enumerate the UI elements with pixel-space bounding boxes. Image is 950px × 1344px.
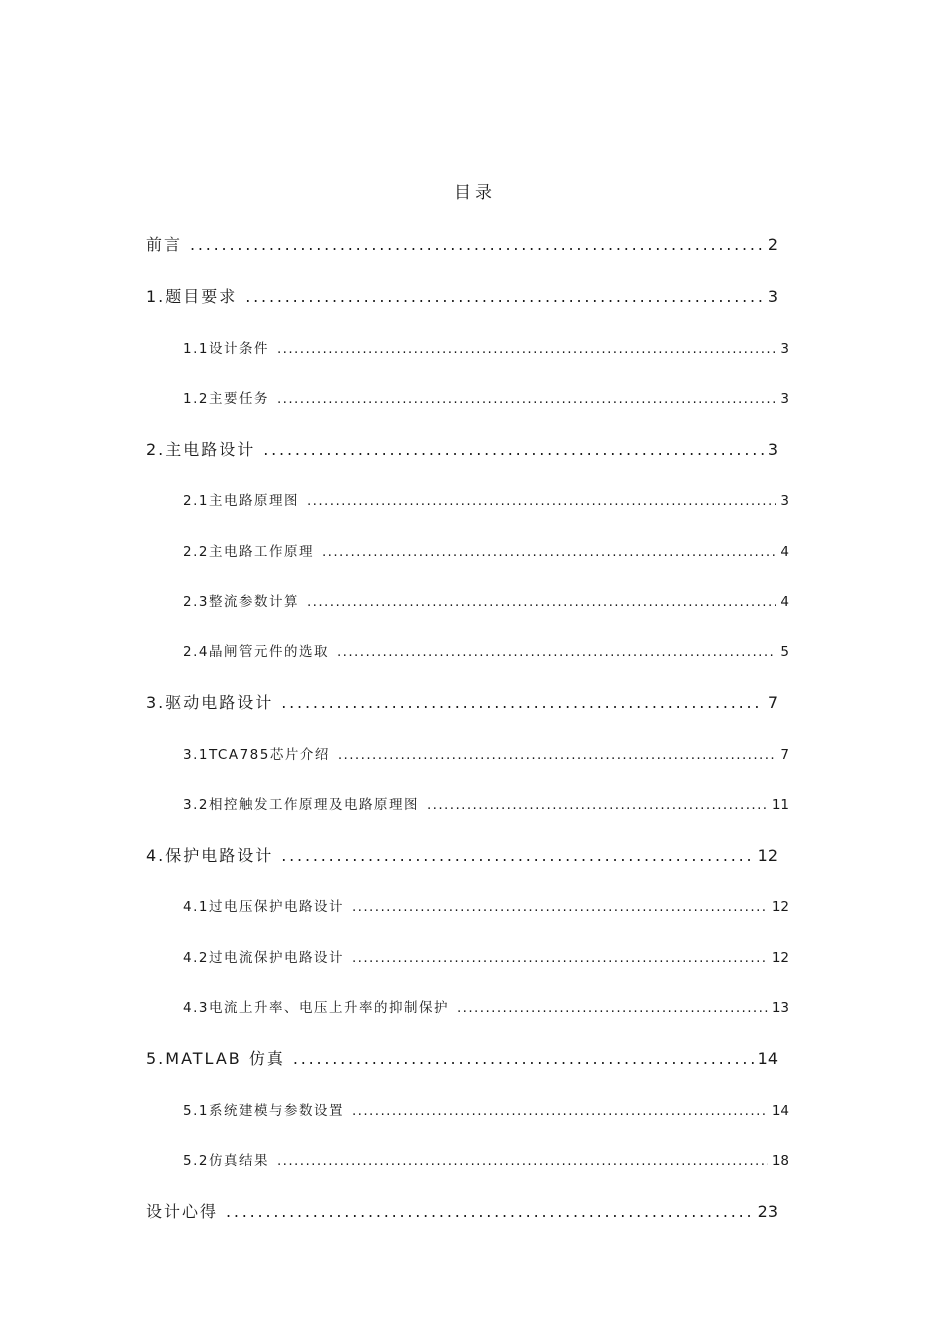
dot-leader [277, 391, 776, 407]
toc-entry[interactable] [183, 489, 789, 509]
toc-entry-page: 3 [767, 440, 778, 459]
toc-entry-page: 5 [780, 644, 789, 660]
dot-leader [352, 1103, 768, 1119]
toc-entry-label: 1.2主要任务 [183, 391, 269, 407]
dot-leader [226, 1202, 754, 1221]
dot-leader [338, 747, 777, 763]
toc-entry-page: 3 [780, 391, 789, 407]
toc-entry[interactable] [183, 996, 789, 1016]
toc-entry-label: 4.保护电路设计 [146, 846, 274, 865]
toc-entry[interactable] [146, 1199, 778, 1222]
toc-entry-label: 4.1过电压保护电路设计 [183, 899, 344, 915]
toc-entry[interactable] [183, 1099, 789, 1119]
toc-entry[interactable] [146, 690, 778, 713]
toc-entry[interactable] [183, 793, 789, 813]
toc-entry-page: 12 [771, 899, 789, 915]
dot-leader [245, 287, 764, 306]
dot-leader [352, 950, 768, 966]
toc-entry[interactable] [183, 946, 789, 966]
toc-entry-label: 5.1系统建模与参数设置 [183, 1103, 344, 1119]
dot-leader [190, 235, 764, 254]
toc-entry-page: 4 [780, 544, 789, 560]
toc-entry-page: 3 [767, 287, 778, 306]
toc-entry-page: 18 [771, 1153, 789, 1169]
toc-entry[interactable] [146, 843, 778, 866]
toc-entry-label: 5.MATLAB 仿真 [146, 1049, 285, 1068]
toc-entry-page: 13 [771, 1000, 789, 1016]
toc-entry-page: 7 [767, 693, 778, 712]
dot-leader [307, 594, 776, 610]
toc-entry-label: 3.驱动电路设计 [146, 693, 274, 712]
toc-entry-label: 3.1TCA785芯片介绍 [183, 747, 330, 763]
toc-entry-page: 2 [767, 235, 778, 254]
toc-entry-page: 14 [771, 1103, 789, 1119]
toc-entry[interactable] [183, 1149, 789, 1169]
toc-entry[interactable] [146, 232, 778, 255]
toc-entry[interactable] [183, 743, 789, 763]
dot-leader [352, 899, 768, 915]
toc-entry-label: 2.1主电路原理图 [183, 493, 299, 509]
toc-entry[interactable] [183, 640, 789, 660]
toc-entry-page: 3 [780, 493, 789, 509]
toc-entry-page: 3 [780, 341, 789, 357]
toc-entry[interactable] [183, 590, 789, 610]
toc-entry-label: 2.2主电路工作原理 [183, 544, 314, 560]
toc-entry-label: 3.2相控触发工作原理及电路原理图 [183, 797, 419, 813]
toc-entry-label: 1.1设计条件 [183, 341, 269, 357]
toc-entry[interactable] [183, 387, 789, 407]
toc-entry[interactable] [146, 437, 778, 460]
toc-entry-label: 2.4晶闸管元件的选取 [183, 644, 329, 660]
toc-entry-label: 2.3整流参数计算 [183, 594, 299, 610]
toc-entry-label: 2.主电路设计 [146, 440, 256, 459]
dot-leader [293, 1049, 754, 1068]
dot-leader [457, 1000, 768, 1016]
dot-leader [263, 440, 764, 459]
dot-leader [307, 493, 776, 509]
dot-leader [322, 544, 776, 560]
toc-entry[interactable] [146, 1046, 778, 1069]
toc-entry-label: 前言 [146, 235, 183, 254]
toc-entry-page: 12 [757, 846, 778, 865]
toc-entry-page: 7 [780, 747, 789, 763]
dot-leader [277, 341, 776, 357]
dot-leader [277, 1153, 768, 1169]
toc-entry-page: 12 [771, 950, 789, 966]
dot-leader [427, 797, 768, 813]
toc-entry[interactable] [183, 540, 789, 560]
dot-leader [337, 644, 776, 660]
dot-leader [281, 693, 764, 712]
toc-entry-page: 11 [771, 797, 789, 813]
toc-entry[interactable] [183, 337, 789, 357]
toc-entry[interactable] [146, 284, 778, 307]
toc-entry-page: 14 [757, 1049, 778, 1068]
toc-entry[interactable] [183, 895, 789, 915]
toc-entry-page: 23 [757, 1202, 778, 1221]
toc-entry-label: 5.2仿真结果 [183, 1153, 269, 1169]
toc-title: 目录 [454, 183, 496, 203]
toc-entry-label: 4.3电流上升率、电压上升率的抑制保护 [183, 1000, 449, 1016]
toc-entry-label: 1.题目要求 [146, 287, 238, 306]
toc-entry-label: 设计心得 [146, 1202, 219, 1221]
toc-entry-page: 4 [780, 594, 789, 610]
toc-entry-label: 4.2过电流保护电路设计 [183, 950, 344, 966]
dot-leader [281, 846, 753, 865]
